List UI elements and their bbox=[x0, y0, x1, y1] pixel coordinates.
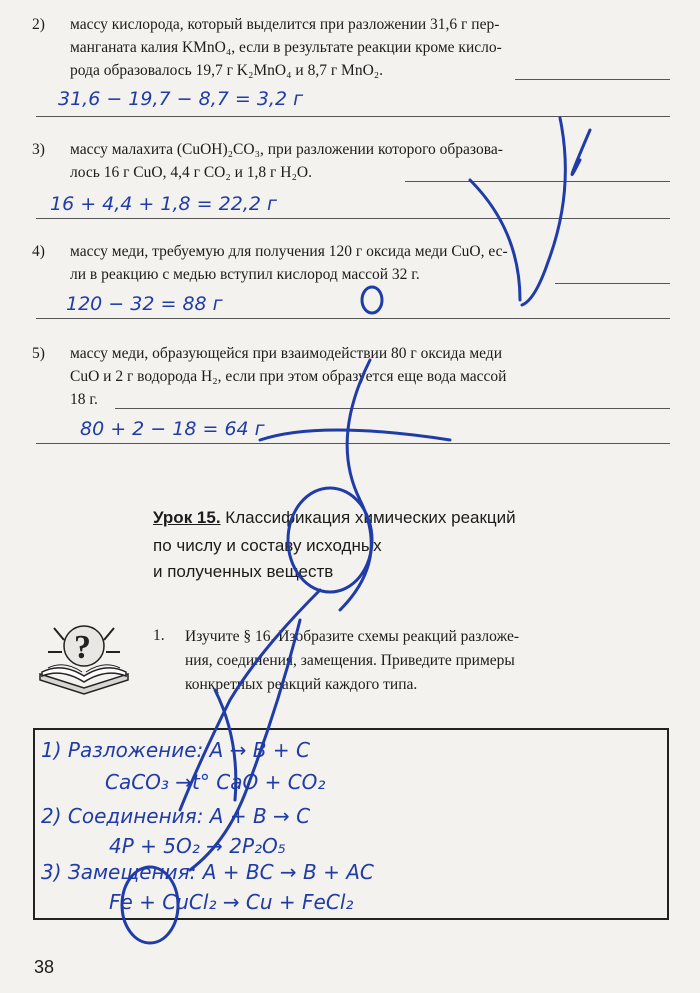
task-2-line-1: массу кислорода, который выделится при разложении 31,6 г пер- bbox=[70, 16, 500, 33]
task-3-line-2: лось 16 г CuO, 4,4 г CO₂ и 1,8 г H₂O. bbox=[70, 164, 312, 181]
task-4-line-1: массу меди, требуемую для получения 120 г оксида меди CuO, ес- bbox=[70, 243, 508, 260]
task-5-line-3: 18 г. bbox=[70, 391, 98, 408]
answer-line bbox=[36, 443, 670, 444]
box-line-combination: 2) Соединения: A + B → C bbox=[41, 804, 311, 828]
task-2-number: 2) bbox=[32, 16, 45, 33]
box-line-decomposition-example: CaCO₃ →t° CaO + CO₂ bbox=[105, 770, 326, 794]
box-line-substitution: 3) Замещения: A + BC → B + AC bbox=[41, 860, 374, 884]
lesson-heading bbox=[153, 506, 516, 530]
task-1-line-1: Изучите § 16. Изобразите схемы реакций разложе- bbox=[185, 628, 520, 645]
answer-line bbox=[36, 116, 670, 117]
box-line-combination-example: 4P + 5O₂ → 2P₂O₅ bbox=[109, 834, 286, 858]
task-4-line-2: ли в реакцию с медью вступил кислород массой 32 г. bbox=[70, 266, 420, 283]
answer-line bbox=[405, 181, 670, 182]
box-line-decomposition: 1) Разложение: A → B + C bbox=[41, 738, 310, 762]
task-1-number: 1. bbox=[153, 627, 165, 644]
page-number: 38 bbox=[34, 957, 55, 977]
answer-line bbox=[36, 318, 670, 319]
lesson-title-line-1: Классификация химических реакций bbox=[225, 508, 516, 527]
task-5-answer: 80 + 2 − 18 = 64 г bbox=[80, 418, 265, 440]
task-2-line-2: манганата калия KMnO₄, если в результате реакции кроме кисло- bbox=[70, 39, 502, 56]
task-3-line-1: массу малахита (CuOH)₂CO₃, при разложении которого образова- bbox=[70, 141, 503, 158]
answer-line bbox=[555, 283, 670, 284]
task-5-line-2: CuO и 2 г водорода H₂, если при этом образуется еще вода массой bbox=[70, 368, 507, 385]
answer-line bbox=[36, 218, 670, 219]
answer-box bbox=[33, 728, 669, 920]
svg-text:?: ? bbox=[74, 629, 91, 666]
answer-line bbox=[515, 79, 670, 80]
task-2-line-3: рода образовалось 19,7 г K₂MnO₄ и 8,7 г MnO₂. bbox=[70, 62, 384, 79]
answer-line bbox=[115, 408, 670, 409]
task-5-line-1: массу меди, образующейся при взаимодействии 80 г оксида меди bbox=[70, 345, 502, 362]
task-3-number: 3) bbox=[32, 141, 45, 158]
task-4-number: 4) bbox=[32, 243, 45, 260]
task-5-number: 5) bbox=[32, 345, 45, 362]
box-line-substitution-example: Fe + CuCl₂ → Cu + FeCl₂ bbox=[109, 890, 354, 914]
task-3-answer: 16 + 4,4 + 1,8 = 22,2 г bbox=[50, 193, 277, 215]
task-1-line-2: ния, соединения, замещения. Приведите примеры bbox=[185, 652, 515, 669]
question-book-icon bbox=[34, 618, 134, 698]
lesson-title-line-2: по числу и составу исходных bbox=[153, 536, 382, 555]
lesson-label: Урок 15. bbox=[153, 508, 221, 527]
task-2-answer: 31,6 − 19,7 − 8,7 = 3,2 г bbox=[58, 88, 304, 110]
lesson-title-line-3: и полученных веществ bbox=[153, 562, 334, 581]
task-4-answer: 120 − 32 = 88 г bbox=[66, 293, 223, 315]
task-1-line-3: конкретных реакций каждого типа. bbox=[185, 676, 418, 693]
